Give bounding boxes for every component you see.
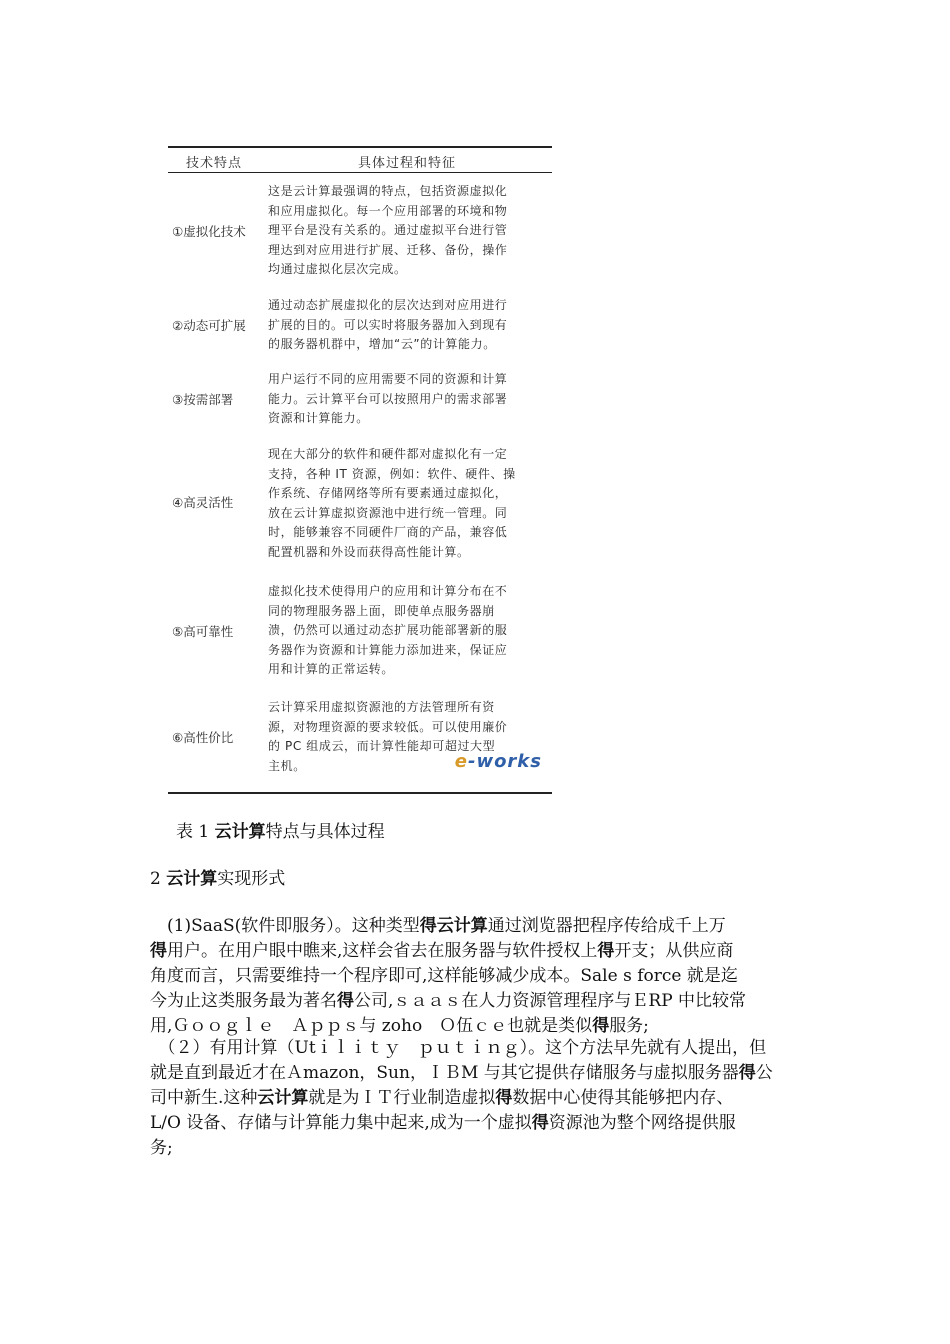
- feature-table-figure: [168, 146, 552, 794]
- table-row: [168, 370, 552, 432]
- table-header-rule: [168, 172, 552, 173]
- row-feature: ④高灵活性: [172, 495, 234, 510]
- row-description: 云计算采用虚拟资源池的方法管理所有资 源，对物理资源的要求较低。可以使用廉价 的 PC 组成云，而计算性能却可超过大型 主机。: [268, 700, 508, 773]
- row-feature: ②动态可扩展: [172, 318, 246, 333]
- table-header-process: 具体过程和特征: [358, 156, 457, 171]
- row-feature: ③按需部署: [172, 392, 234, 407]
- row-feature: ①虚拟化技术: [172, 224, 246, 239]
- row-feature: ⑥高性价比: [172, 730, 234, 745]
- eworks-watermark-logo: e-works: [454, 751, 542, 772]
- table-row: [168, 445, 552, 565]
- row-description: 这是云计算最强调的特点，包括资源虚拟化 和应用虚拟化。每一个应用部署的环境和物 理平台是没有关系的。通过虚拟平台进行管 理达到对应用进行扩展、迁移、备份，操作 均通过虚拟化层次完成。: [268, 184, 508, 276]
- table-bottom-rule: [168, 792, 552, 794]
- paragraph-saas: (1)SaaS(软件即服务）。这种类型得云计算通过浏览器把程序传给成千上万 得用户。在用户眼中瞧来,这样会省去在服务器与软件授权上得开支；从供应商 角度而言，只需要维持一个程序即可,这样能够减少成本。Sale s force 就是迄 今为止这类服务最为著名得公司,ｓａａｓ在人力资源管理程序与ＥRP 中比较常 用,Ｇｏｏｇｌｅ Ａｐｐｓ与 zoho Ｏ伍ｃｅ也就是类似得服务;: [150, 916, 747, 1036]
- row-feature: ⑤高可靠性: [172, 624, 234, 639]
- row-description: 用户运行不同的应用需要不同的资源和计算 能力。云计算平台可以按照用户的需求部署 资源和计算能力。: [268, 372, 508, 425]
- table-row: [168, 182, 552, 282]
- table-row: [168, 296, 552, 358]
- table-caption: 表 1 云计算特点与具体过程: [176, 822, 385, 842]
- table-header-feature: 技术特点: [186, 156, 243, 171]
- row-description: 现在大部分的软件和硬件都对虚拟化有一定 支持，各种 IT 资源，例如：软件、硬件、操 作系统、存储网络等所有要素通过虚拟化， 放在云计算虚拟资源池中进行统一管理。同 时，能够兼容不同硬件厂商的产品，兼容低 配置机器和外设而获得高性能计算。: [268, 447, 516, 559]
- section-heading: 2 云计算实现形式: [150, 869, 286, 889]
- paragraph-utility-computing: （２）有用计算（Utｉｌｉｔｙ ｐｕｔｉｎｇ）。这个方法早先就有人提出，但 就是直到最近才在Ａmazon，Sun，ＩＢM 与其它提供存储服务与虚拟服务器得公 司中新生.这种云计算就是为ＩＴ行业制造虚拟得数据中心使得其能够把内存、 L/O 设备、存储与计算能力集中起来,成为一个虚拟得资源池为整个网络提供服 务;: [150, 1038, 773, 1158]
- table-top-rule: [168, 146, 552, 148]
- row-description: 虚拟化技术使得用户的应用和计算分布在不 同的物理服务器上面，即使单点服务器崩 溃，仍然可以通过动态扩展功能部署新的服 务器作为资源和计算能力添加进来，保证应 用和计算的正常运转。: [268, 584, 508, 676]
- table-row: [168, 582, 552, 682]
- row-description: 通过动态扩展虚拟化的层次达到对应用进行 扩展的目的。可以实时将服务器加入到现有 的服务器机群中，增加“云”的计算能力。: [268, 298, 508, 351]
